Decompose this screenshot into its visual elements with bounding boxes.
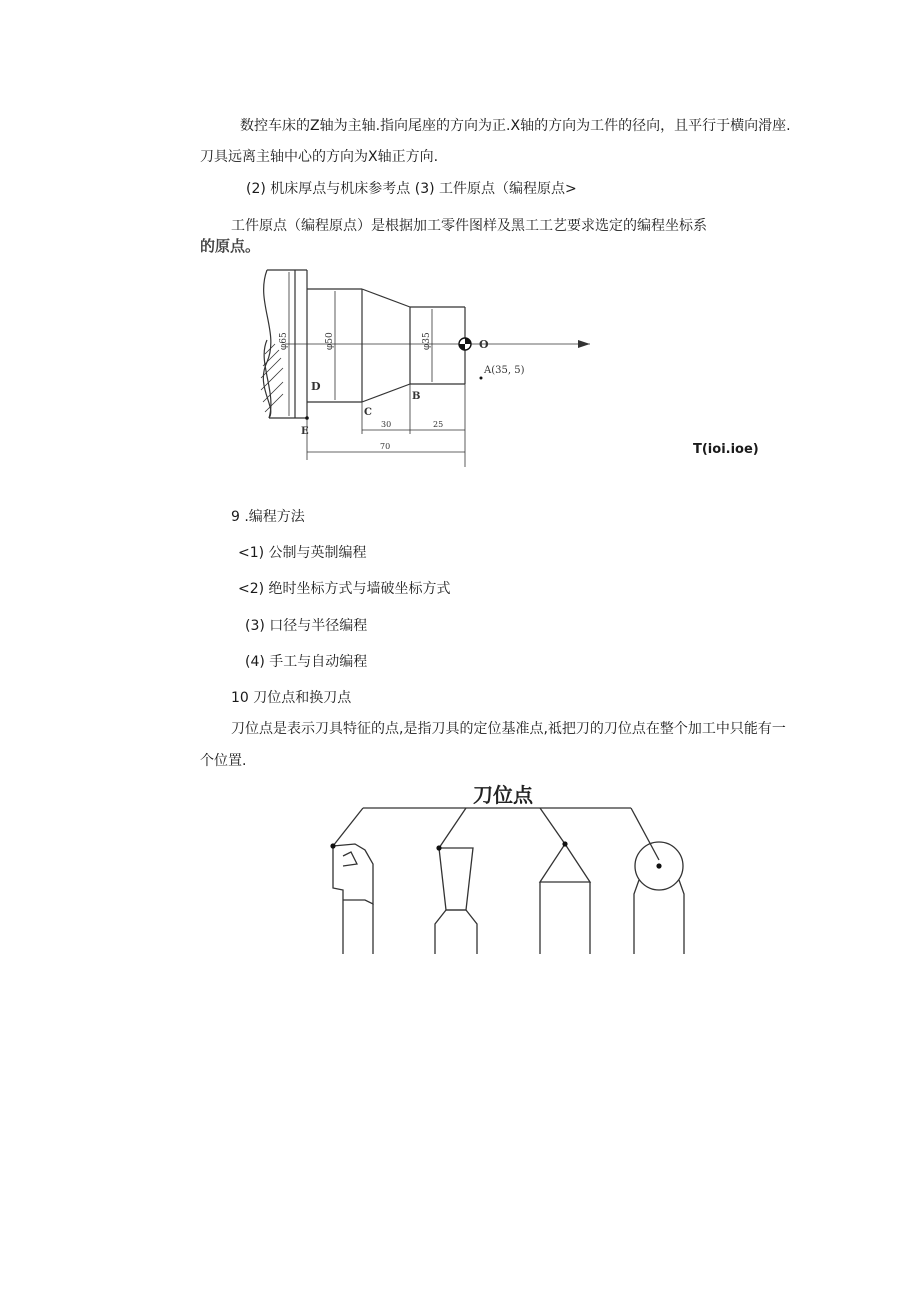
list-item-metric-imperial: <1) 公制与英制编程 xyxy=(238,545,367,561)
shaft-diagram xyxy=(255,262,600,468)
label-dia-50: φ50 xyxy=(325,332,335,350)
label-point-e: E xyxy=(301,426,309,437)
paragraph-tool-point: 刀位点是表示刀具特征的点,是指刀具的定位基准点,祗把刀的刀位点在整个加工中只能有一 xyxy=(231,721,786,737)
paragraph-tool-point-end: 个位置. xyxy=(200,753,247,769)
tool-figure-title: 刀位点 xyxy=(473,783,533,807)
paragraph-workpiece-origin: 工件原点（编程原点）是根据加工零件图样及黑工工艺要求选定的编程坐标系 xyxy=(231,218,707,234)
heading-machine-origin: (2) 机床厚点与机床参考点 (3) 工件原点（编程原点> xyxy=(246,181,577,197)
paragraph-x-axis: 刀具远离主轴中心的方向为X轴正方向. xyxy=(200,149,439,165)
paragraph-z-axis: 数控车床的Z轴为主轴.指向尾座的方向为正.X轴的方向为工件的径向，且平行于横向滑座. xyxy=(240,118,791,134)
label-dia-65: φ65 xyxy=(279,332,289,350)
tool-point-diagram xyxy=(325,778,695,960)
label-origin-o: O xyxy=(479,338,489,351)
label-dia-35: φ35 xyxy=(422,332,432,350)
label-dim-25: 25 xyxy=(433,420,444,429)
label-point-d: D xyxy=(311,380,321,393)
figure-caption: T(ioi.ioe) xyxy=(693,442,759,457)
label-dim-70: 70 xyxy=(380,442,391,451)
paragraph-origin-end: 的原点。 xyxy=(200,237,261,255)
list-item-absolute-incremental: <2) 绝时坐标方式与墙破坐标方式 xyxy=(238,581,451,597)
heading-programming-method: 9 .编程方法 xyxy=(231,509,305,525)
label-point-a: A(35, 5) xyxy=(484,365,525,376)
label-point-b: B xyxy=(412,391,421,402)
heading-tool-point: 10 刀位点和换刀点 xyxy=(231,690,352,706)
label-dim-30: 30 xyxy=(381,420,392,429)
list-item-diameter-radius: (3) 口径与半径编程 xyxy=(245,618,368,634)
label-point-c: C xyxy=(364,407,372,418)
list-item-manual-auto: (4) 手工与自动编程 xyxy=(245,654,368,670)
